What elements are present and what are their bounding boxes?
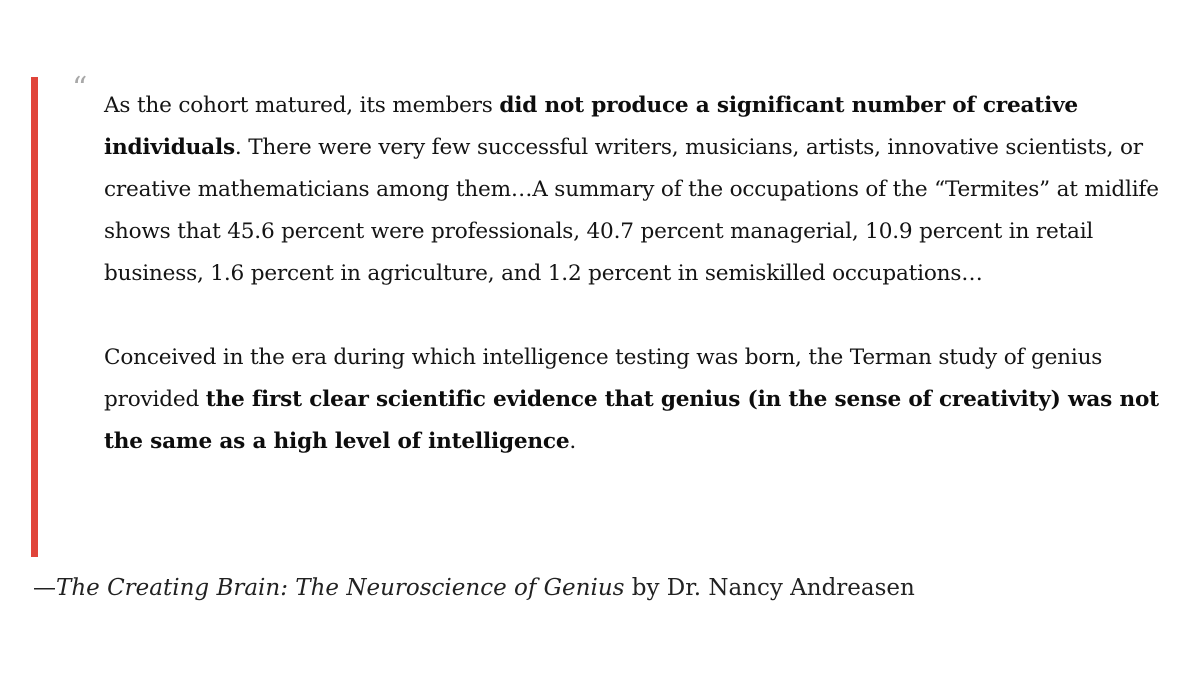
blockquote-accent-bar [31, 77, 38, 557]
blockquote [104, 85, 1166, 463]
quote-mark-icon: “ [72, 71, 88, 106]
attribution-book-title: The Creating Brain: The Neuroscience of Genius [56, 575, 625, 601]
attribution-author: by Dr. Nancy Andreasen [624, 575, 915, 601]
quote-paragraph-1-text-start: As the cohort matured, its members [104, 93, 500, 118]
quote-paragraph-2-text-start: Conceived in the era during which intelligence testing was born, the Terman study of genius provided [104, 345, 1103, 412]
quote-paragraph-1 [104, 85, 1166, 295]
quote-paragraph-2 [104, 337, 1166, 463]
quote-paragraph-1-text-end: . There were very few successful writers, musicians, artists, innovative scientists, or creative mathematicians among them…A summary of the occupations of the “Termites” at midlife shows that 45.6 percent were professionals, 40.7 percent managerial, 10.9 percent in retail business, 1.6 percent in agriculture, and 1.2 percent in semiskilled occupations… [104, 135, 1159, 286]
attribution-dash: — [33, 575, 56, 601]
quote-paragraph-2-text-end: . [569, 429, 577, 454]
quote-paragraph-1-bold: did not produce a significant number of creative individuals [104, 93, 1078, 160]
quote-attribution [33, 568, 915, 608]
quote-paragraph-2-bold: the first clear scientific evidence that genius (in the sense of creativity) was not the same as a high level of intelligence [104, 387, 1159, 454]
